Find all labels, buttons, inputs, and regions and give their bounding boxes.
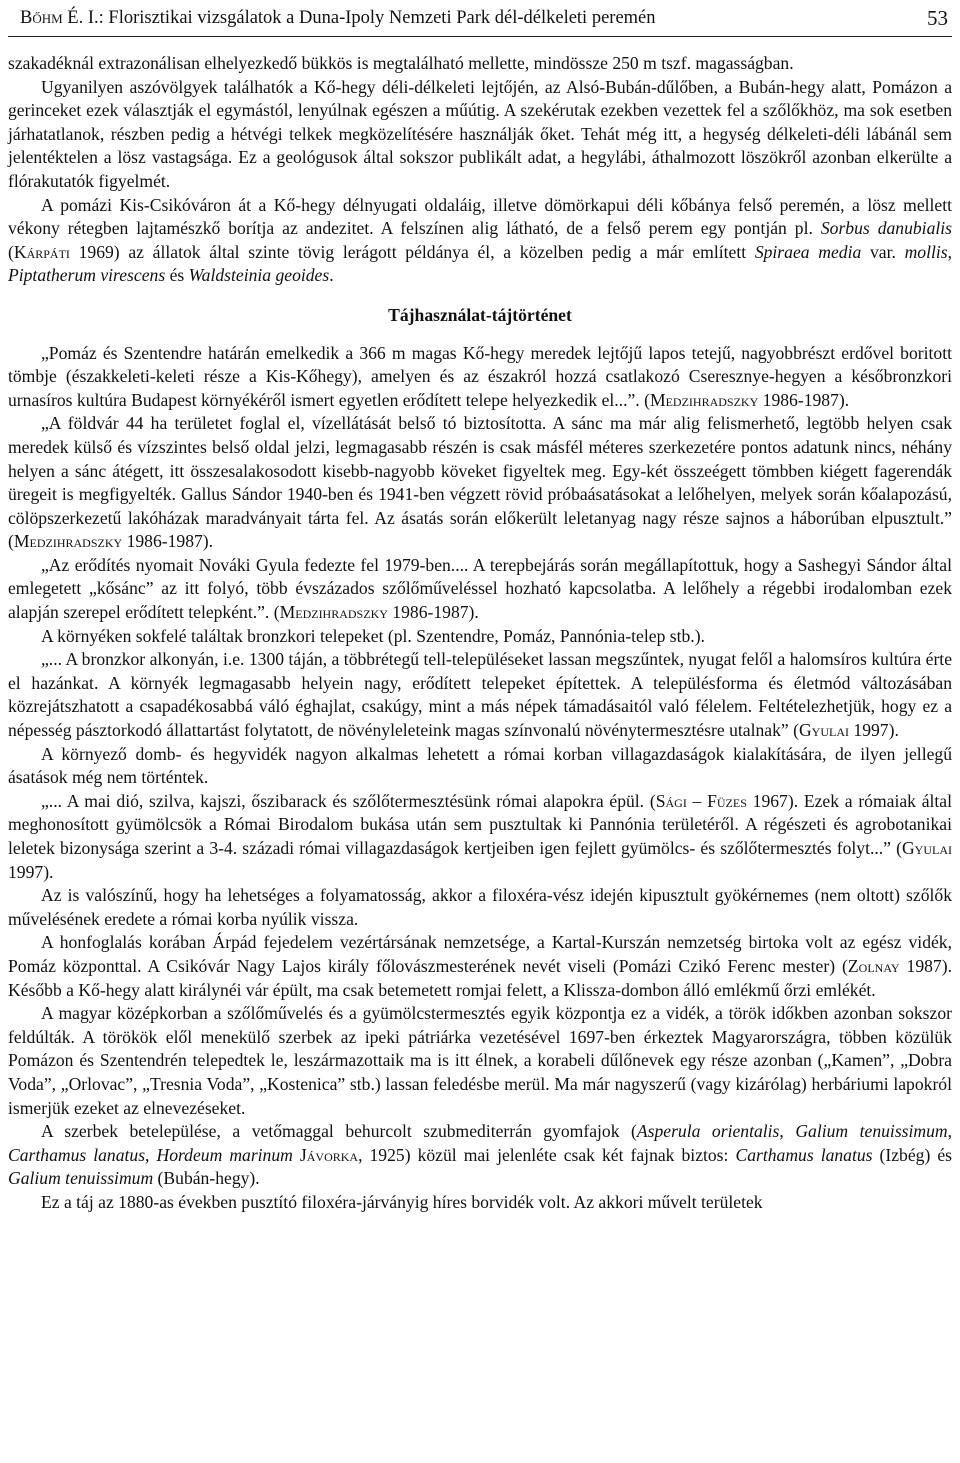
citation-author: Jávorka (299, 1144, 359, 1165)
citation-author: Gyulai (901, 838, 952, 858)
species-name: Galium tenuissimum (8, 1168, 154, 1189)
running-header (8, 0, 952, 37)
text-run: 1986-1987). (122, 531, 214, 552)
paragraph: A környéken sokfelé találtak bronzkori telepeket (pl. Szentendre, Pomáz, Pannónia-telep stb.). (41, 625, 705, 646)
paragraph (8, 790, 952, 884)
paragraph (8, 648, 952, 742)
text-run: A pomázi Kis-Csikóváron át a Kő-hegy délnyugati oldaláig, illetve dömörkapui déli kőbánya felső peremén, a lösz mellett vékony rétegben lajtamészkő borítja az andezitet. A felszínen alig látható, de a felső perem egy pontján pl. (8, 194, 952, 239)
paragraph (8, 1120, 952, 1191)
species-name: Waldsteinia geoides (188, 265, 330, 286)
page-number: 53 (927, 6, 948, 30)
text-run: var. (861, 241, 905, 262)
paragraph: A magyar középkorban a szőlőművelés és a gyümölcstermesztés egyik központja ez a vidék, a török időkben azonban sokszor feldúlták. A törökök elől menekülő szerbek az ipeki pátriárka vezetésével 1697-ben érkeztek Magyarországra, többen közülük Pomázon és Szentendrén telepedtek le, leszármazottaik ma is itt élnek, a korabeli dűlőnevek egy része azonban („Kamen”, „Dobra Voda”, „Orlovac”, „Tresnia Voda”, „Kostenica” stb.) lassan feledésbe merül. Ma már nagyszerű (vagy kizárólag) herbáriumi lapokról ismerjük ezeket az elnevezéseket. (8, 1003, 952, 1118)
species-name: Sorbus danubialis (820, 218, 952, 239)
text-run: 1986-1987). (387, 602, 479, 623)
text-run: „... A mai dió, szilva, kajszi, őszibarack és szőlőtermesztésünk római alapokra épül. ( (41, 790, 656, 811)
text-run: , (779, 1121, 796, 1142)
species-name: Spiraea media (754, 241, 862, 262)
paragraph (8, 931, 952, 1002)
species-name: Piptatherum virescens (8, 265, 166, 286)
species-name: Carthamus lanatus (8, 1144, 146, 1165)
text-run: „Pomáz és Szentendre határán emelkedik a 366 m magas Kő-hegy meredek lejtőjű lapos tetejű, nagyobbrészt erdővel boritott tömbje (északkeleti-keleti része a Kis-Kőhegy), amelyen és az északról hozzá csatlakozó Cseresznye-hegyen a későbronzkori urnasíros kultúra Budapest környékéről ismert egyetlen erődített telepe helyezkedik el...”. ( (8, 342, 952, 410)
text-run: 1997). (8, 861, 54, 882)
paragraph (8, 194, 952, 288)
section-heading: Tájhasználat-tájtörténet (388, 304, 572, 325)
text-run: 1987). Később a Kő-hegy alatt királynéi vár épült, ma csak betemetett romjai felett, a Klissza-dombon álló emlékmű őrzi emlékét. (8, 955, 952, 1000)
citation-author: Medzihradszky (13, 531, 123, 552)
species-name: mollis (904, 241, 948, 262)
text-run: . (329, 265, 334, 286)
text-run: „A földvár 44 ha területet foglal el, vízellátását belső tó biztosította. A sánc ma már alig felismerhető, legtöbb helyen csak meredek külső és vízszintes belső oldal jelzi, legmagasabb részén is csak másfél méteres szerkezetére pontos adatunk nincs, néhány helyen a sánc átégett, itt összesalakosodott kisebb-nagyobb köveket figyeltek meg. Egy-két összeégett tömbben kiégett fagerendák üregeit is megfigyelték. Gallus Sándor 1940-ben és 1941-ben végzett rövid próbaásatásokat a lelőhelyen, melyek során kőalapozású, cölöpszerkezetű lakóházak maradványait tárta fel. Az ásatás során előkerült leletanyag nagy része sajnos a háborúban elpusztult.” ( (8, 413, 952, 552)
citation-author: Medzihradszky (279, 602, 388, 623)
text-run: 1969) az állatok által szinte tövig lerágott példánya él, a közelben pedig a már említett (69, 241, 755, 262)
text-run: 1967). Ezek a rómaiak által meghonosított gyümölcsök a Római Birodalom bukása után sem pusztultak ki Pannónia területéről. A régészeti és agrobotanikai leletek bizonysága szerint a 3-4. századi római villagazdaságok kertjeiben igen fejlett gyümölcs- és szőlőtermesztés folyt...” ( (8, 790, 952, 858)
text-run: „Az erődítés nyomait Nováki Gyula fedezte fel 1979-ben.... A terepbejárás során megállapítottuk, hogy a Sashegyi Sándor által emlegetett „kősánc” az itt folyó, több évszázados szőlőműveléssel hozható kapcsolatba. A lelőhely a régebbi irodalomban ezek alapján szerepel erődített telepként.”. ( (8, 554, 952, 623)
text-run: , (947, 1121, 953, 1142)
paragraph: szakadéknál extrazonálisan elhelyezkedő bükkös is megtalálható mellette, mindössze 250 m tszf. magasságban. (8, 53, 794, 73)
citation-author: Medzihradszky (649, 389, 759, 410)
text-run: , 1925) közül mai jelenléte csak két fajnak biztos: (358, 1144, 736, 1165)
paragraph: Az is valószínű, hogy ha lehetséges a folyamatosság, akkor a filoxéra-vész idején kipusztult gyökérnemes (nem oltott) szőlők művelésének eredete a római korba nyúlik vissza. (8, 885, 952, 929)
text-run (293, 1145, 300, 1165)
text-run: , (947, 241, 952, 262)
text-run: , (145, 1144, 157, 1165)
citation-author: Gyulai (798, 720, 849, 741)
text-run: és (165, 265, 189, 286)
species-name: Carthamus lanatus (735, 1144, 873, 1165)
header-title-text: : Florisztikai vizsgálatok a Duna-Ipoly Nemzeti Park dél-délkeleti peremén (98, 8, 656, 28)
species-name: Asperula orientalis (636, 1121, 780, 1142)
paragraph (8, 412, 952, 554)
text-run: (Izbég) és (872, 1144, 952, 1165)
paragraph (8, 554, 952, 625)
citation-author: Zolnay (847, 955, 900, 976)
paragraph: Ugyanilyen aszóvölgyek találhatók a Kő-hegy déli-délkeleti lejtőjén, az Alsó-Bubán-dűlőben, a Bubán-hegy alatt, Pomázon a gerinceket ezek választják el egymástól, lenyúlnak egészen a műútig. A szekérutak ezekben vezettek fel a szőlőkhöz, ma sok esetben járhatatlanok, részben pedig a hétvégi telkek megközelítésére használják őket. Tehát még itt, a hegység délkeleti-déli lábánál sem jelentéktelen a lösz vastagsága. Ez a geológusok által sokszor publikált adat, a hegylábi, áthalmozott löszökről azonban elkerülte a flórakutatók figyelmét. (8, 76, 952, 191)
header-author: Bőhm É. I. (20, 8, 99, 28)
text-run: 1986-1987). (758, 389, 850, 410)
text-run: „... A bronzkor alkonyán, i.e. 1300 táján, a többrétegű tell-településeket lassan megszűntek, nyugat felől a halomsíros kultúra érte el hazánkat. A környék legmagasabb helyein nagy, erődített telepeket építettek. A településforma és életmód változásában közrejátszhatott a csapadékosabbá váló éghajlat, csakúgy, mint a más népek támadásaitól való félelem. Feltételezhetjük, hogy ez a népesség pásztorkodó állattartást folytatott, de növényleleteink magas színvonalú növénytermesztésre utalnak” ( (8, 649, 952, 741)
text-run: (Bubán-hegy). (153, 1168, 260, 1189)
text-run: A honfoglalás korában Árpád fejedelem vezértársának nemzetsége, a Kartal-Kurszán nemzetség birtoka volt az egész vidék, Pomáz központtal. A Csikóvár Nagy Lajos király főlovászmesterének nevét viseli (Pomázi Czikó Ferenc mester) ( (8, 932, 952, 976)
paragraph: A környező domb- és hegyvidék nagyon alkalmas lehetett a római korban villagazdaságok kialakítására, de ilyen jellegű ásatások még nem történtek. (8, 743, 952, 788)
species-name: Hordeum marinum (156, 1144, 293, 1165)
paragraph: Ez a táj az 1880-as években pusztító filoxéra-járványig híres borvidék volt. Az akkori művelt területek (41, 1191, 763, 1212)
text-run: A szerbek betelepülése, a vetőmaggal behurcolt szubmediterrán gyomfajok ( (41, 1121, 637, 1142)
text-run: ( (8, 241, 14, 262)
article-body (8, 52, 952, 1215)
citation-author: Kárpáti (13, 241, 70, 262)
citation-author: Sági – Füzes (655, 790, 747, 811)
species-name: Galium tenuissimum (795, 1121, 948, 1142)
paragraph (8, 342, 952, 413)
header-title (20, 0, 656, 36)
text-run: 1997). (849, 720, 899, 741)
document-page (8, 0, 952, 1215)
